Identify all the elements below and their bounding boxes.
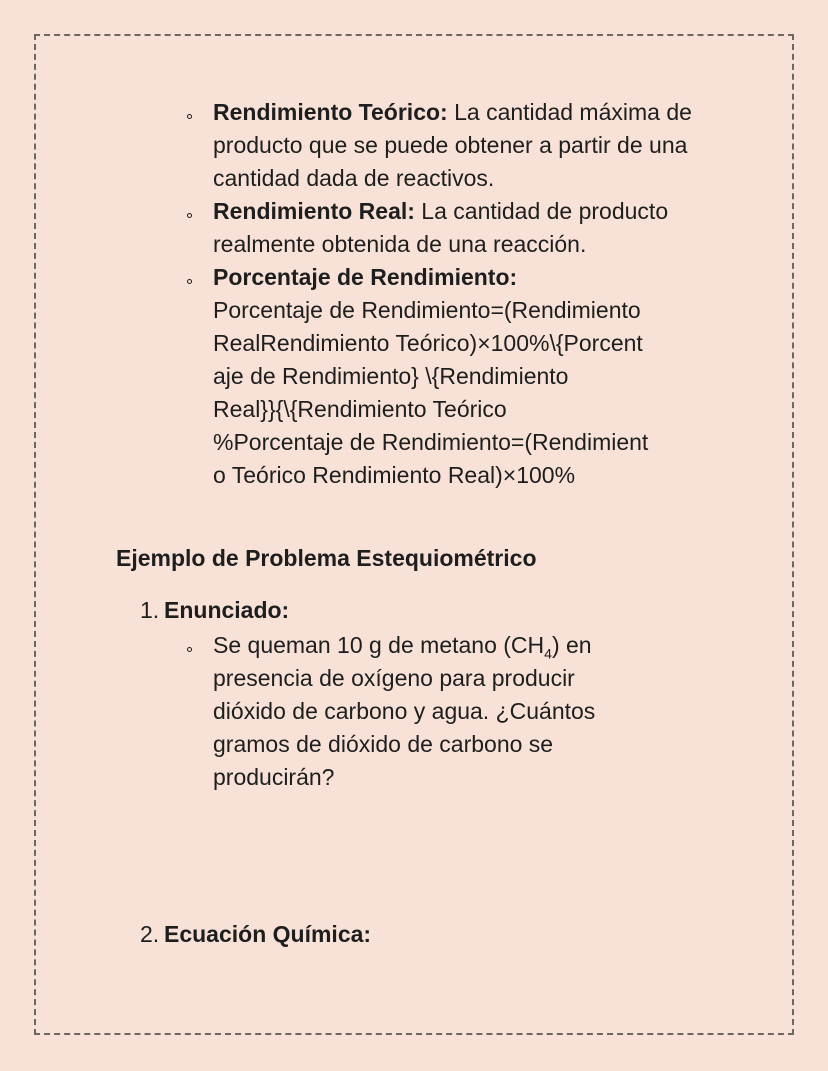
definitions-list — [182, 96, 712, 492]
definition-percent-yield — [182, 261, 712, 492]
formula-line: aje de Rendimiento} \{Rendimiento — [213, 363, 569, 389]
step-title: Ecuación Química: — [164, 921, 372, 947]
formula-line: Real}}{\{Rendimiento Teórico — [213, 396, 507, 422]
formula-line: RealRendimiento Teórico)×100%\{Porcent — [213, 330, 643, 356]
statement-list — [182, 629, 642, 794]
definition-actual-yield — [182, 195, 712, 261]
definition-term: Rendimiento Teórico: — [213, 99, 448, 125]
statement-text-start: Se queman 10 g de metano (CH — [213, 632, 545, 658]
step-title: Enunciado: — [164, 597, 290, 623]
step-heading-equation — [140, 918, 371, 951]
hollow-bullet-icon — [187, 213, 192, 218]
formula-line: %Porcentaje de Rendimiento=(Rendimient — [213, 429, 649, 455]
step-number: 1. — [140, 597, 160, 623]
hollow-bullet-icon — [187, 279, 192, 284]
statement-item — [182, 629, 642, 794]
step-number: 2. — [140, 921, 160, 947]
hollow-bullet-icon — [187, 647, 192, 652]
definition-text: La cantidad de producto realmente obtenida de una reacción. — [213, 198, 669, 257]
formula-line: o Teórico Rendimiento Real)×100% — [213, 462, 576, 488]
step-heading-statement — [140, 594, 289, 627]
definition-term: Porcentaje de Rendimiento: — [213, 264, 518, 290]
hollow-bullet-icon — [187, 114, 192, 119]
statement-text-end: ) en presencia de oxígeno para producir dióxido de carbono y agua. ¿Cuántos gramos de dióxido de carbono se producirán? — [213, 632, 596, 790]
formula-line: Porcentaje de Rendimiento=(Rendimiento — [213, 297, 641, 323]
definition-term: Rendimiento Real: — [213, 198, 415, 224]
subscript: 4 — [544, 645, 552, 662]
definition-text: La cantidad máxima de producto que se puede obtener a partir de una cantidad dada de reactivos. — [213, 99, 692, 191]
definition-theoretical-yield — [182, 96, 712, 195]
section-heading: Ejemplo de Problema Estequiométrico — [116, 545, 537, 571]
